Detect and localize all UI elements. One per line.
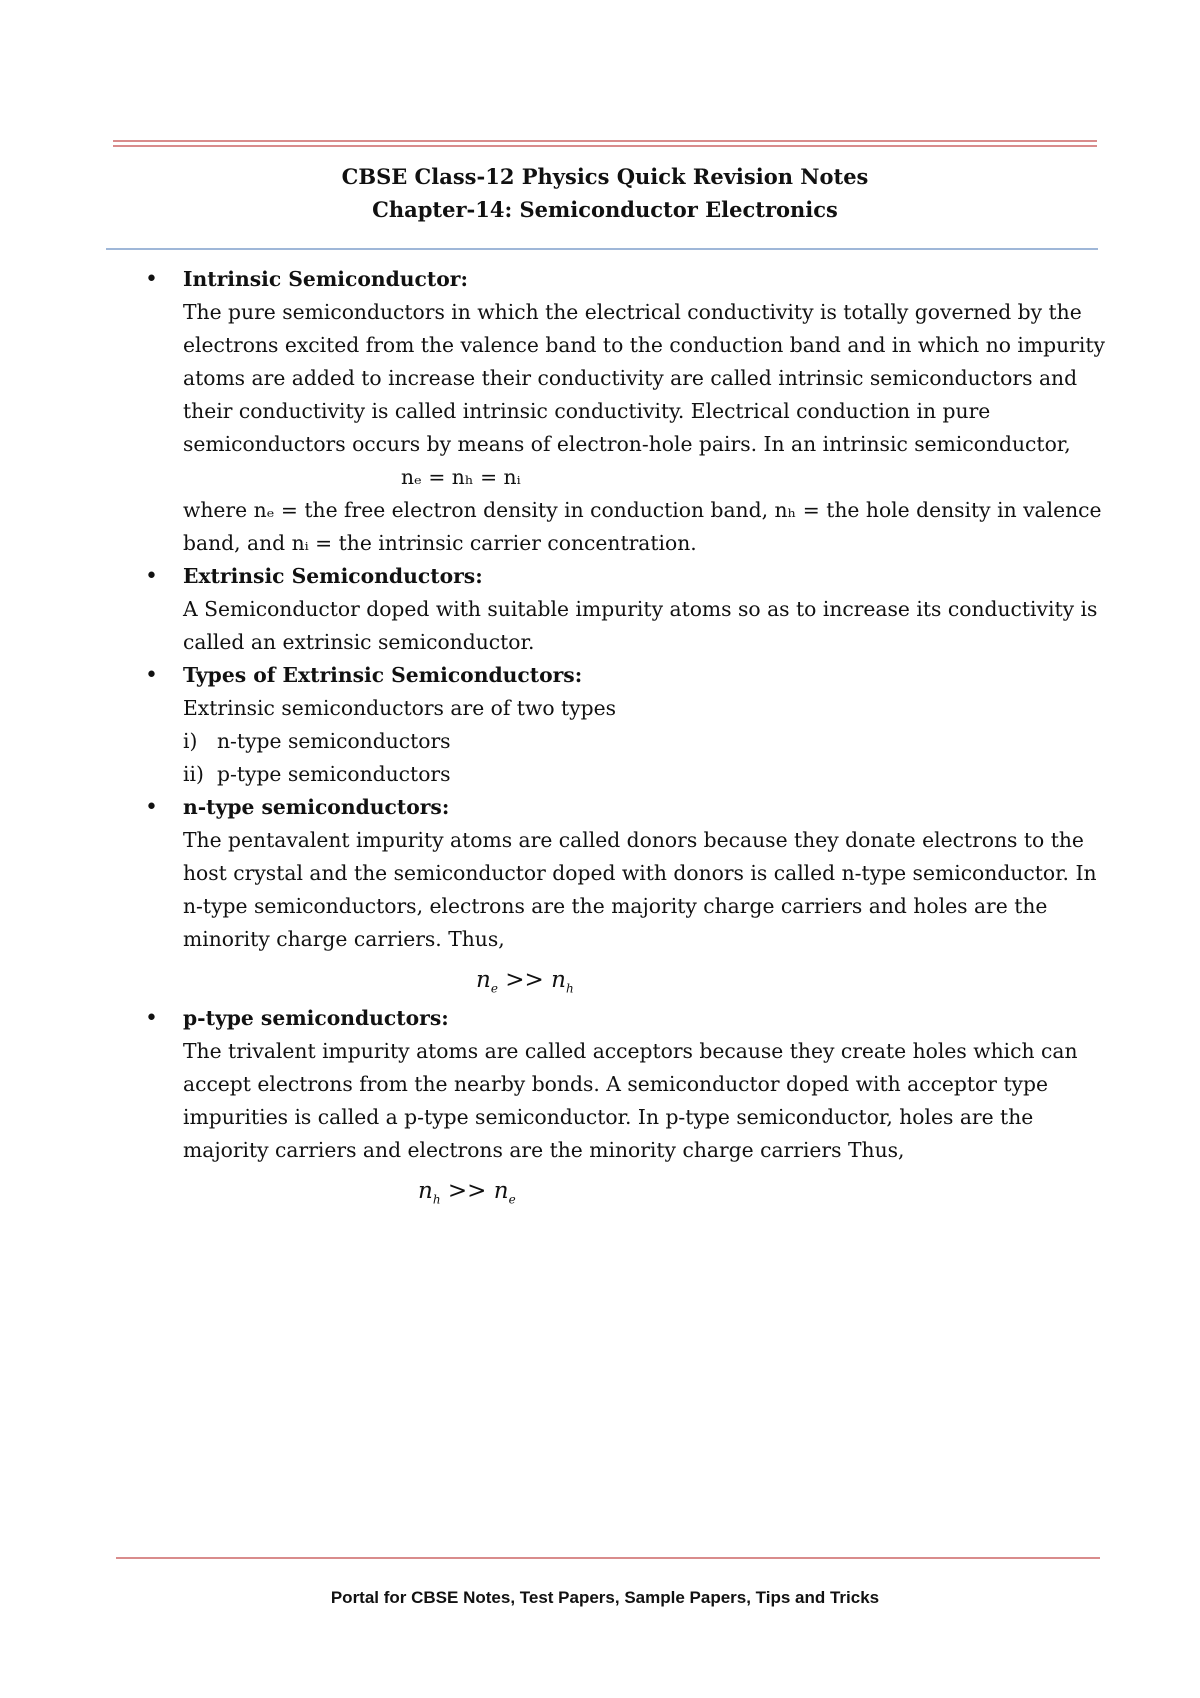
bullet: • — [145, 564, 158, 589]
list-item-label: n-type semiconductors — [217, 729, 451, 753]
section-heading: Extrinsic Semiconductors: — [183, 564, 483, 588]
list-item — [183, 758, 1105, 791]
eq-operator: >> — [497, 967, 552, 993]
section-heading: Intrinsic Semiconductor: — [183, 267, 468, 291]
page-title: CBSE Class-12 Physics Quick Revision Notes — [341, 164, 869, 189]
bullet: • — [145, 663, 158, 688]
notes-content — [145, 263, 1105, 1213]
ntype-equation — [183, 958, 1105, 1002]
eq-operator: >> — [440, 1178, 494, 1204]
header-rule-top-second — [113, 145, 1097, 147]
section-body: Extrinsic semiconductors are of two types — [183, 696, 616, 720]
eq-left: n — [418, 1178, 433, 1204]
header-rule-top — [113, 140, 1097, 142]
list-item-number: i) — [183, 729, 198, 753]
chapter-title: Chapter-14: Semiconductor Electronics — [372, 197, 838, 222]
section-body: The trivalent impurity atoms are called acceptors because they create holes which can accept electrons from the nearby bonds. A semiconductor doped with acceptor type impurities is called a p-type semiconductor. In p-type semiconductor, holes are the majority carriers and electrons are the minority charge carriers Thus, — [183, 1039, 1078, 1162]
eq-right-subscript: h — [565, 981, 574, 996]
section-ptype — [145, 1002, 1105, 1213]
eq-right: n — [493, 1178, 509, 1204]
list-item — [183, 725, 1105, 758]
list-item-number: ii) — [183, 762, 204, 786]
types-list — [183, 725, 1105, 791]
section-heading: n-type semiconductors: — [183, 795, 450, 819]
bullet: • — [145, 795, 158, 820]
eq-left-subscript: e — [490, 981, 498, 996]
section-heading: Types of Extrinsic Semiconductors: — [183, 663, 583, 687]
section-heading: p-type semiconductors: — [183, 1006, 449, 1030]
section-body: The pure semiconductors in which the electrical conductivity is totally governed by the electrons excited from the valence band to the conduction band and in which no impurity atoms are added to increase their conductivity are called intrinsic semiconductors and their conductivity is called intrinsic conductivity. Electrical conduction in pure semiconductors occurs by means of electron-hole pairs. In an intrinsic semiconductor, — [183, 300, 1105, 456]
page-header — [0, 160, 1200, 226]
list-item-label: p-type semiconductors — [217, 762, 451, 786]
header-rule-bottom — [106, 248, 1098, 250]
eq-right-subscript: e — [508, 1192, 516, 1207]
section-body: The pentavalent impurity atoms are called donors because they donate electrons to the host crystal and the semiconductor doped with donors is called n-type semiconductor. In n-type semiconductors, electrons are the majority charge carriers and holes are the minority charge carriers. Thus, — [183, 828, 1097, 951]
bullet: • — [145, 1006, 158, 1031]
footer-rule — [116, 1557, 1100, 1559]
intrinsic-where-text: where nₑ = the free electron density in conduction band, nₕ = the hole density in valence band, and nᵢ = the intrinsic carrier concentration. — [183, 498, 1102, 555]
bullet: • — [145, 267, 158, 292]
section-types — [145, 659, 1105, 791]
ptype-equation — [183, 1169, 1105, 1213]
eq-left: n — [476, 967, 491, 993]
intrinsic-equation: nₑ = nₕ = nᵢ — [401, 465, 521, 489]
section-ntype — [145, 791, 1105, 1002]
section-intrinsic — [145, 263, 1105, 560]
section-body: A Semiconductor doped with suitable impurity atoms so as to increase its conductivity is called an extrinsic semiconductor. — [183, 597, 1098, 654]
eq-right: n — [551, 967, 566, 993]
section-extrinsic — [145, 560, 1105, 659]
eq-left-subscript: h — [432, 1192, 441, 1207]
page-footer: Portal for CBSE Notes, Test Papers, Sample Papers, Tips and Tricks — [330, 1588, 880, 1607]
